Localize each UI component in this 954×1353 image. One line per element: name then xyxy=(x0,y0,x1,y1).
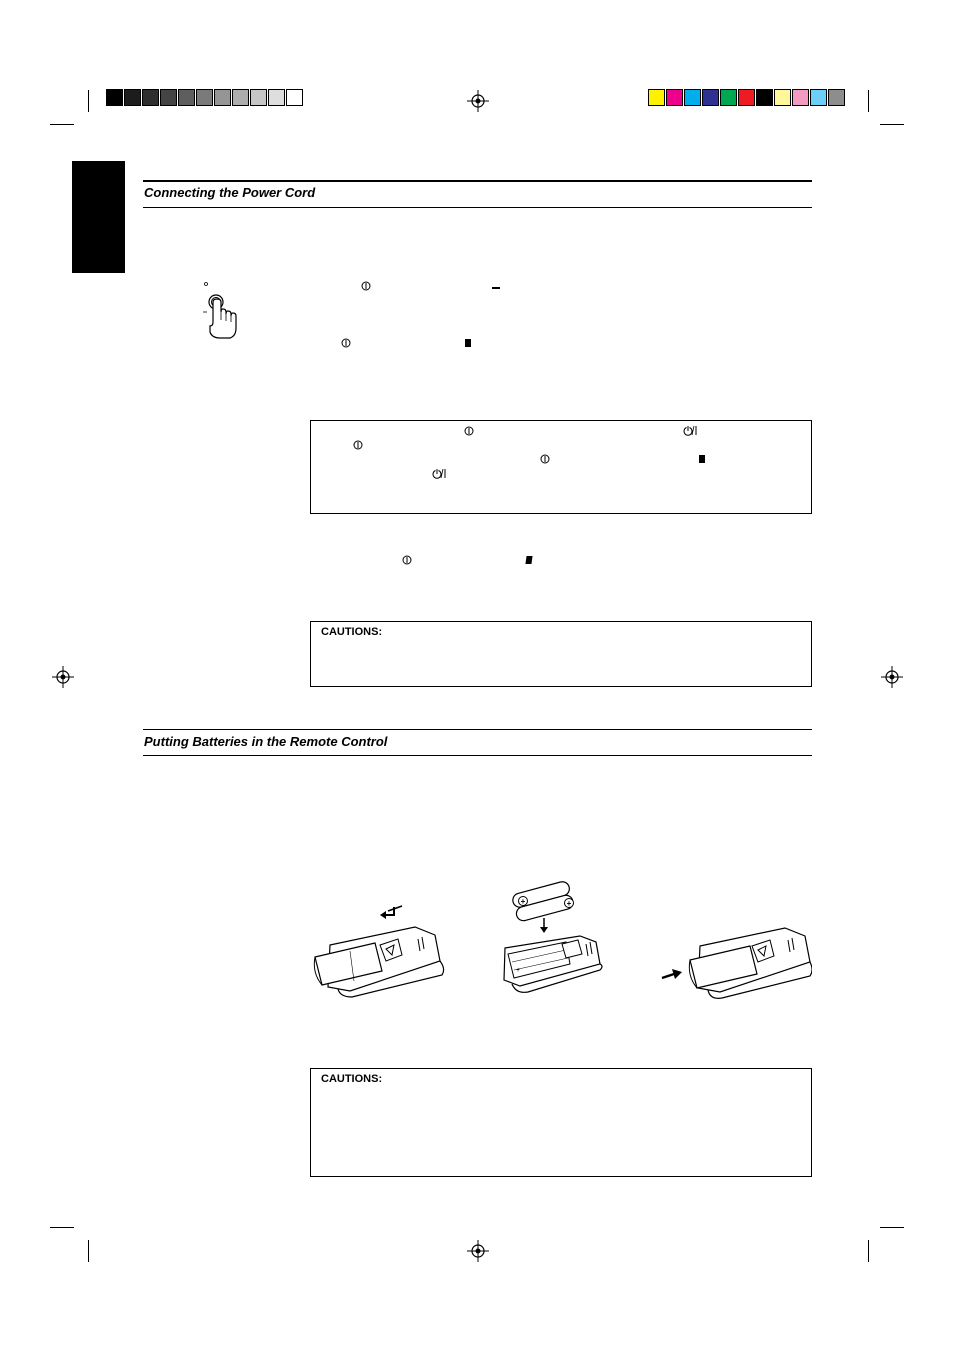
gray-swatch xyxy=(178,89,195,106)
power-icon xyxy=(540,454,550,464)
crop-mark xyxy=(868,1240,869,1262)
cautions-box xyxy=(310,621,812,687)
crop-mark xyxy=(880,1227,904,1228)
note-box xyxy=(310,420,812,514)
color-swatch xyxy=(720,89,737,106)
color-swatch xyxy=(810,89,827,106)
registration-mark-icon xyxy=(467,1240,489,1262)
remote-battery-insert-illustration xyxy=(500,880,610,1000)
standby-on-icon xyxy=(680,425,698,437)
crop-mark xyxy=(50,1227,74,1228)
button-pressed-icon xyxy=(465,339,471,347)
color-swatch xyxy=(684,89,701,106)
gray-swatch xyxy=(196,89,213,106)
gray-swatch xyxy=(106,89,123,106)
section-rule-bottom xyxy=(143,207,812,208)
cautions-box xyxy=(310,1068,812,1177)
button-released-icon xyxy=(492,287,500,289)
standby-on-icon xyxy=(429,468,447,480)
crop-mark xyxy=(880,124,904,125)
power-icon xyxy=(402,555,412,565)
crop-mark xyxy=(88,1240,89,1262)
gray-swatch xyxy=(160,89,177,106)
power-icon xyxy=(353,440,363,450)
cautions-label: CAUTIONS: xyxy=(321,626,383,638)
crop-mark xyxy=(868,90,869,112)
section-title-batteries: Putting Batteries in the Remote Control xyxy=(144,734,388,749)
color-swatch xyxy=(738,89,755,106)
section-rule-top xyxy=(143,180,812,182)
svg-text:+: + xyxy=(566,899,572,908)
color-swatch xyxy=(756,89,773,106)
button-pressed-icon xyxy=(525,556,532,564)
remote-cover-close-illustration xyxy=(660,920,812,1002)
gray-swatch xyxy=(250,89,267,106)
remote-cover-open-illustration xyxy=(310,905,445,1000)
color-swatch xyxy=(648,89,665,106)
registration-mark-icon xyxy=(467,90,489,112)
crop-mark xyxy=(50,124,74,125)
color-swatch xyxy=(702,89,719,106)
svg-text:+: + xyxy=(516,967,521,974)
registration-mark-icon xyxy=(881,666,903,688)
power-icon xyxy=(341,338,351,348)
color-swatch xyxy=(792,89,809,106)
button-pressed-icon xyxy=(699,455,705,463)
power-icon xyxy=(361,281,371,291)
gray-swatch xyxy=(286,89,303,106)
gray-swatch xyxy=(214,89,231,106)
power-icon xyxy=(464,426,474,436)
section-rule-bottom xyxy=(143,755,812,756)
gray-swatch xyxy=(142,89,159,106)
gray-swatch xyxy=(232,89,249,106)
hand-pressing-icon xyxy=(200,280,242,342)
color-swatch xyxy=(774,89,791,106)
gray-swatch xyxy=(268,89,285,106)
language-tab xyxy=(72,161,125,273)
cautions-label: CAUTIONS: xyxy=(321,1073,383,1085)
color-swatch xyxy=(828,89,845,106)
section-rule-top xyxy=(143,729,812,730)
section-title-power-cord: Connecting the Power Cord xyxy=(144,185,316,200)
gray-swatch xyxy=(124,89,141,106)
registration-mark-icon xyxy=(52,666,74,688)
svg-text:+: + xyxy=(520,897,526,906)
crop-mark xyxy=(88,90,89,112)
color-swatch xyxy=(666,89,683,106)
